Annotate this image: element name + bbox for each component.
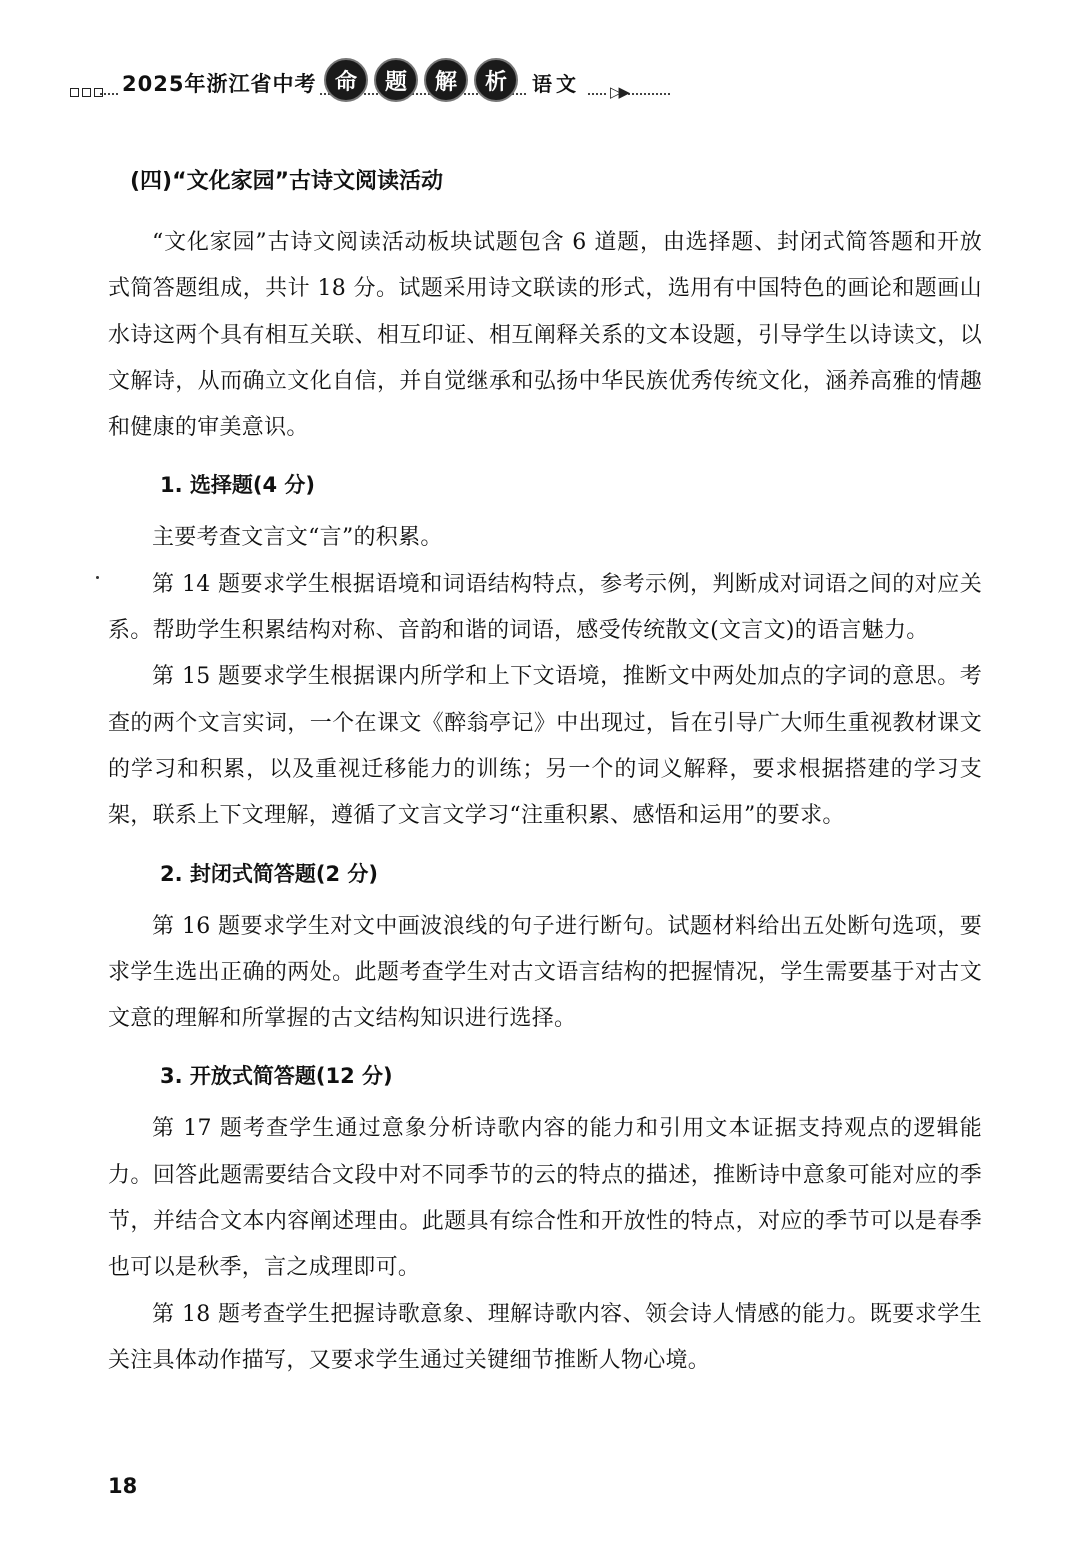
header-square-markers <box>70 88 103 97</box>
page-number: 18 <box>108 1474 138 1498</box>
square-marker-icon <box>94 88 103 97</box>
header-badge: 命 <box>324 58 368 102</box>
print-speck <box>96 576 99 579</box>
header-subject: 语文 <box>526 68 586 97</box>
paragraph: 第 17 题考查学生通过意象分析诗歌内容的能力和引用文本证据支持观点的逻辑能力。回答此题需要结合文段中对不同季节的云的特点的描述，推断诗中意象可能对应的季节，并结合文本内容阐述理由。此题具有综合性和开放性的特点，对应的季节可以是春季也可以是秋季，言之成理即可。 <box>108 1116 982 1281</box>
part-heading-open-answer: 3. 开放式简答题(12 分) <box>160 1064 393 1089</box>
paragraph: 第 16 题要求学生对文中画波浪线的句子进行断句。试题材料给出五处断句选项，要求学生选出正确的两处。此题考查学生对古文语言结构的把握情况，学生需要基于对古文文意的理解和所掌握的古文结构知识进行选择。 <box>108 913 982 1032</box>
square-marker-icon <box>82 88 91 97</box>
header-badges <box>324 58 518 102</box>
paragraph: 第 18 题考查学生把握诗歌意象、理解诗歌内容、领会诗人情感的能力。既要求学生关注具体动作描写，又要求学生通过关键细节推断人物心境。 <box>108 1301 982 1373</box>
header-badge: 解 <box>424 58 468 102</box>
header-badge: 析 <box>474 58 518 102</box>
paragraph: 主要考查文言文“言”的积累。 <box>152 525 443 551</box>
part-heading-choice: 1. 选择题(4 分) <box>160 473 316 498</box>
paragraph: 第 14 题要求学生根据语境和词语结构特点，参考示例，判断成对词语之间的对应关系。帮助学生积累结构对称、音韵和谐的词语，感受传统散文(文言文)的语言魅力。 <box>108 571 982 644</box>
part-heading-closed-answer: 2. 封闭式简答题(2 分) <box>160 861 379 886</box>
main-content <box>108 162 982 1384</box>
square-marker-icon <box>70 88 79 97</box>
header-badge: 题 <box>374 58 418 102</box>
arrow-right-icon: ▷▶ <box>606 83 627 101</box>
paragraph: 第 15 题要求学生根据课内所学和上下文语境，推断文中两处加点的字词的意思。考查的两个文言实词，一个在课文《醉翁亭记》中出现过，旨在引导广大师生重视教材课文的学习和积累，以及重视迁移能力的训练；另一个的词义解释，要求根据搭建的学习支架，联系上下文理解，遵循了文言文学习“注重积累、感悟和运用”的要求。 <box>108 664 982 829</box>
section-intro-paragraph: “文化家园”古诗文阅读活动板块试题包含 6 道题，由选择题、封闭式简答题和开放式简答题组成，共计 18 分。试题采用诗文联读的形式，选用有中国特色的画论和题画山水诗这两个具有相互关联、相互印证、相互阐释关系的文本设题，引导学生以诗读文，以文解诗，从而确立文化自信，并自觉继承和弘扬中华民族优秀传统文化，涵养高雅的情趣和健康的审美意识。 <box>108 230 982 441</box>
section-heading: (四)“文化家园”古诗文阅读活动 <box>130 169 444 194</box>
header-title: 2025年浙江省中考 <box>118 68 320 98</box>
running-header <box>70 56 650 106</box>
